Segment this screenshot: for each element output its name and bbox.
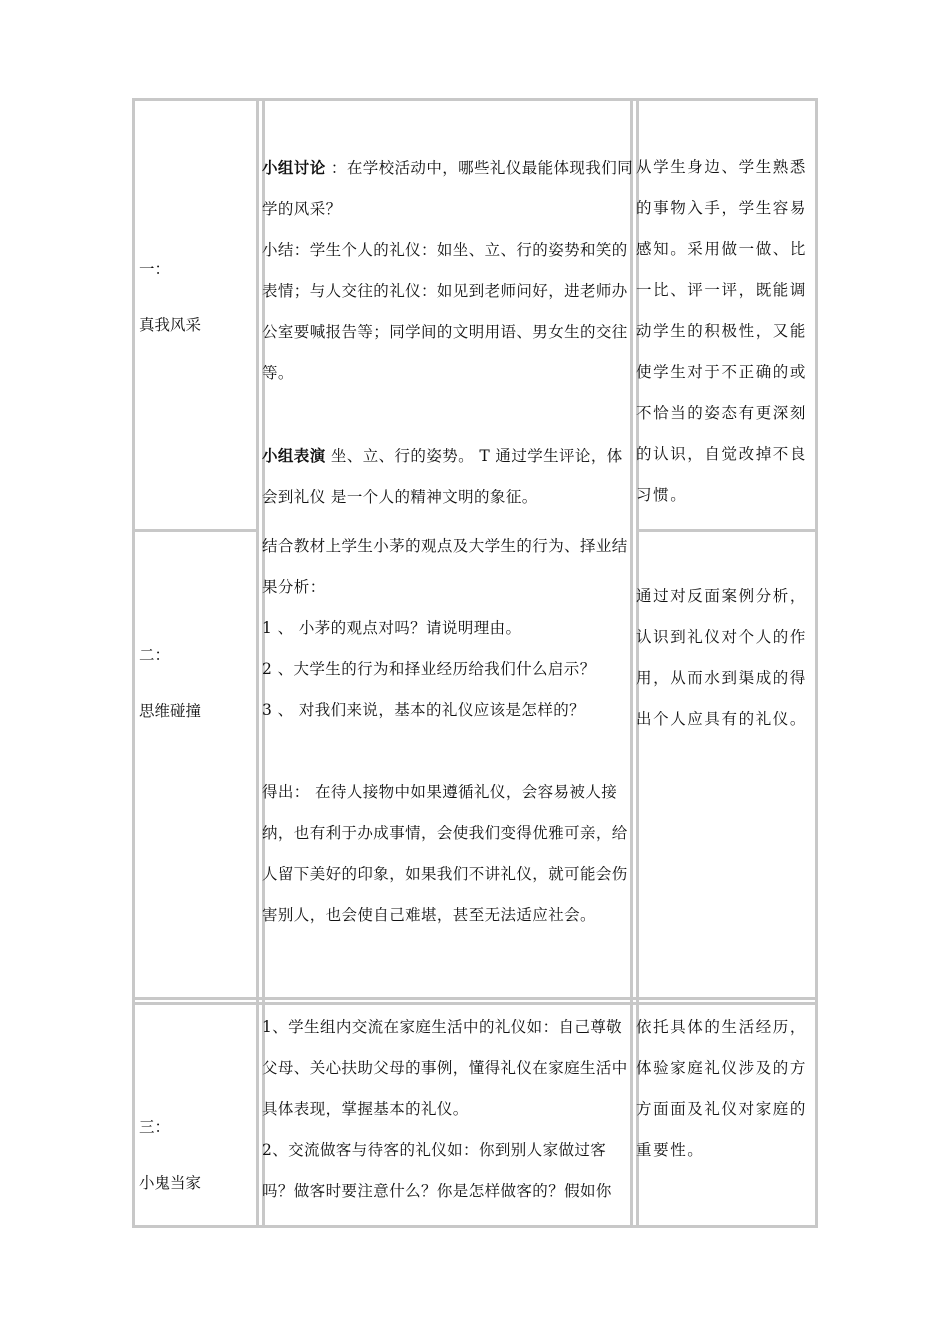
row-divider-1-right	[636, 529, 815, 532]
row-2-title: 思维碰撞	[139, 702, 202, 720]
row-3-guest-etiquette: 2、交流做客与待客的礼仪如：你到别人家做过客吗？做客时要注意什么？你是怎样做客的？假如你	[262, 1141, 612, 1200]
row-2-intro: 结合教材上学生小茅的观点及大学生的行为、择业结果分析：	[262, 537, 628, 596]
row-3-activity	[262, 1007, 634, 1212]
lesson-plan-table	[132, 98, 818, 1228]
discussion-heading: 小组讨论	[262, 158, 326, 177]
row-2-label	[139, 619, 201, 748]
row-1-summary: 小结：学生个人的礼仪：如坐、立、行的姿势和笑的表情；与人交往的礼仪：如见到老师问好，进老师办公室要喊报告等；同学间的文明用语、男女生的交往等。	[262, 241, 628, 382]
row-2-conclusion: 得出： 在待人接物中如果遵循礼仪，会容易被人接纳，也有利于办成事情，会使我们变得优雅可亲，给人留下美好的印象，如果我们不讲礼仪，就可能会伤害别人，也会使自己难堪，甚至无法适应社会。	[262, 783, 628, 924]
row-2-intent: 通过对反面案例分析，认识到礼仪对个人的作用，从而水到渠成的得出个人应具有的礼仪。	[636, 587, 808, 728]
row-1-activity	[262, 147, 634, 518]
performance-heading: 小组表演	[262, 446, 326, 465]
row-2-activity	[262, 526, 634, 936]
row-2-question-2: 2 、大学生的行为和择业经历给我们什么启示？	[262, 660, 596, 678]
row-2-question-1: 1 、 小茅的观点对吗？请说明理由。	[262, 619, 522, 637]
performance-text: 坐、立、行的姿势。 T 通过学生评论，体会到礼仪 是一个人的精神文明的象征。	[262, 447, 623, 506]
row-3-intent: 依托具体的生活经历，体验家庭礼仪涉及的方方面面及礼仪对家庭的重要性。	[636, 1018, 808, 1159]
row-2-number: 二：	[139, 645, 171, 664]
row-divider-1	[135, 529, 257, 532]
row-3-family-etiquette: 1、学生组内交流在家庭生活中的礼仪如：自己尊敬父母、关心扶助父母的事例，懂得礼仪在家庭生活中具体表现，掌握基本的礼仪。	[262, 1018, 628, 1118]
discussion-text: ：在学校活动中，哪些礼仪最能体现我们同学的风采？	[262, 159, 634, 218]
column-divider-1	[256, 101, 259, 1225]
row-1-performance	[262, 435, 634, 518]
row-divider-2b	[135, 1002, 815, 1005]
row-1-number: 一：	[139, 259, 171, 278]
row-3-title: 小鬼当家	[139, 1174, 202, 1192]
row-1-intent: 从学生身边、学生熟悉的事物入手，学生容易感知。采用做一做、比一比、评一评，既能调动学生的积极性，又能使学生对于不正确的或不恰当的姿态有更深刻的认识，自觉改掉不良习惯。	[636, 158, 808, 504]
row-1-title: 真我风采	[139, 316, 202, 334]
row-2-question-3: 3 、 对我们来说，基本的礼仪应该是怎样的？	[262, 701, 586, 719]
row-divider-2	[135, 997, 815, 1000]
row-3-label	[139, 1091, 201, 1220]
row-1-label	[139, 233, 201, 362]
row-1-discussion	[262, 147, 634, 230]
row-3-number: 三：	[139, 1117, 171, 1136]
